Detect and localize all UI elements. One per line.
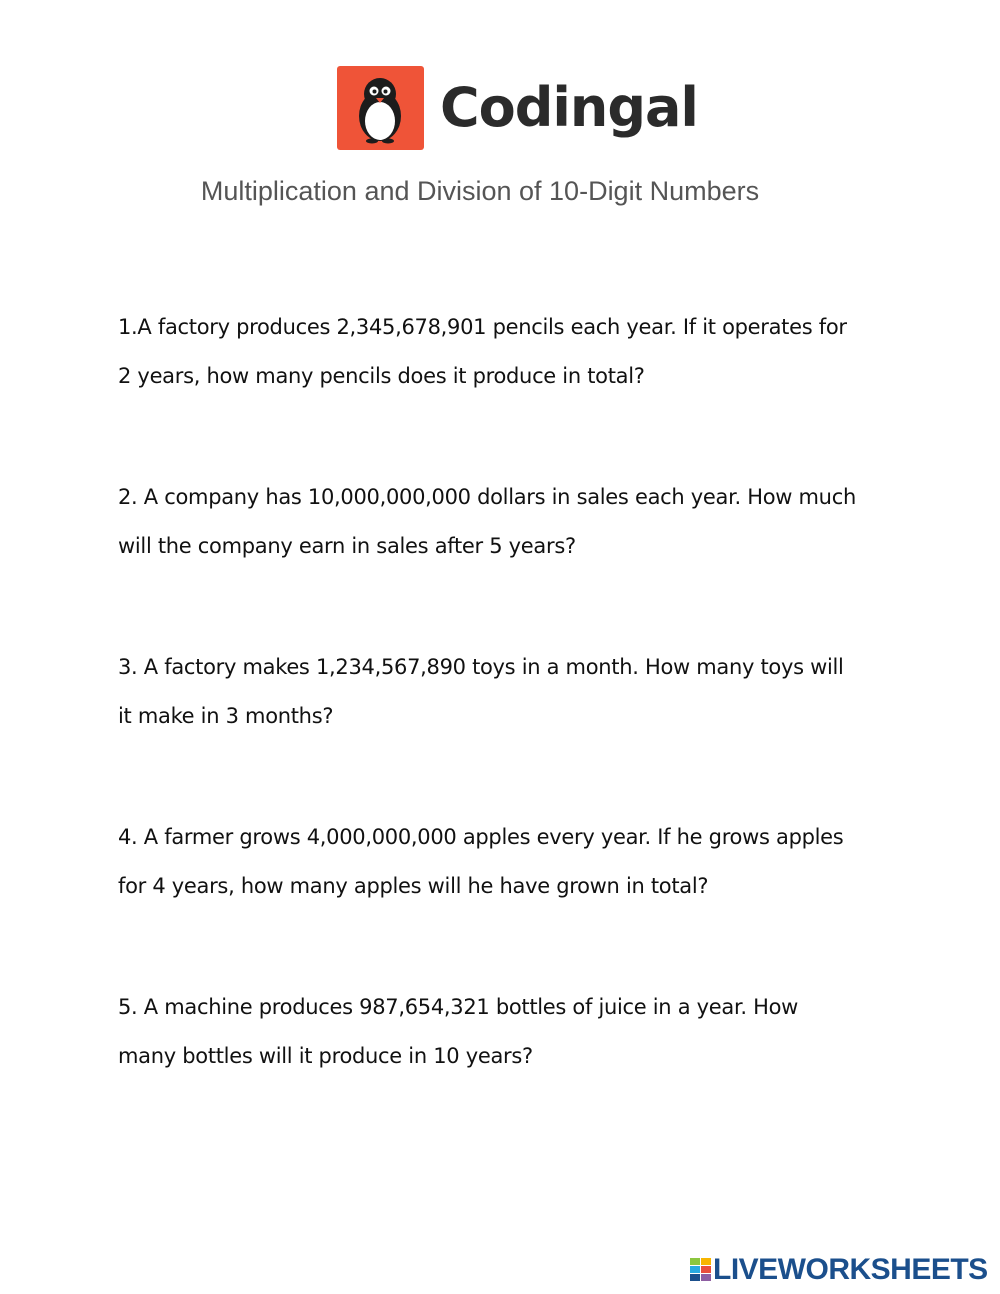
question-4-line-2: for 4 years, how many apples will he have grown in total? [118, 873, 709, 898]
question-4 [118, 813, 898, 910]
question-5 [118, 983, 898, 1080]
penguin-icon [337, 66, 424, 150]
question-list [118, 303, 898, 1153]
question-4-line-1: 4. A farmer grows 4,000,000,000 apples every year. If he grows apples [118, 825, 844, 849]
question-5-line-1: 5. A machine produces 987,654,321 bottles of juice in a year. How [118, 995, 799, 1019]
question-3 [118, 643, 898, 740]
question-3-line-2: it make in 3 months? [118, 703, 334, 728]
question-1-line-2: 2 years, how many pencils does it produce in total? [118, 363, 645, 388]
liveworksheets-wordmark: LIVEWORKSHEETS [713, 1253, 988, 1286]
liveworksheets-logo[interactable] [690, 1252, 990, 1288]
question-5-line-2: many bottles will it produce in 10 years? [118, 1043, 533, 1068]
logo-wordmark: Codingal [440, 76, 698, 139]
question-1 [118, 303, 898, 400]
page-title: Multiplication and Division of 10-Digit Numbers [200, 176, 760, 206]
question-2-line-2: will the company earn in sales after 5 years? [118, 533, 576, 558]
question-2-line-1: 2. A company has 10,000,000,000 dollars in sales each year. How much [118, 485, 856, 509]
question-3-line-1: 3. A factory makes 1,234,567,890 toys in a month. How many toys will [118, 655, 844, 679]
question-1-line-1: 1.A factory produces 2,345,678,901 pencils each year. If it operates for [118, 315, 847, 339]
codingal-logo [337, 66, 698, 150]
liveworksheets-blocks-icon [690, 1258, 712, 1282]
question-2 [118, 473, 898, 570]
